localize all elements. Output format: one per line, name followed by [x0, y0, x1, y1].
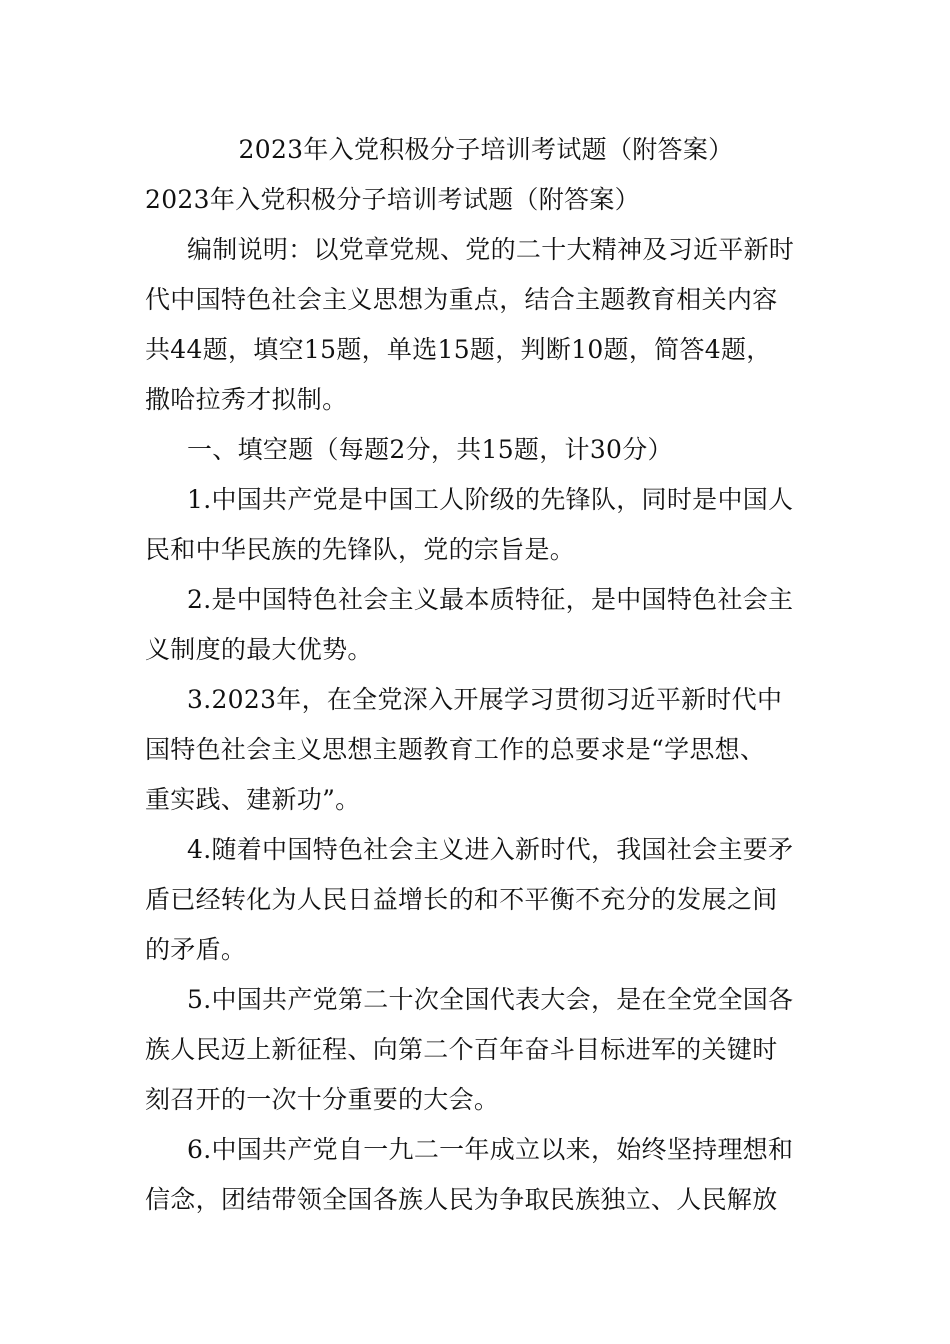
- question-4-line-3: 的矛盾。: [145, 935, 247, 964]
- question-4-line-1: 4.随着中国特色社会主义进入新时代，我国社会主要矛: [187, 835, 794, 864]
- question-2-line-1: 2.是中国特色社会主义最本质特征，是中国特色社会主: [187, 585, 794, 614]
- question-6-line-2: 信念，团结带领全国各族人民为争取民族独立、人民解放: [145, 1185, 778, 1214]
- question-1-line-2: 民和中华民族的先锋队，党的宗旨是。: [145, 535, 576, 564]
- question-3-line-1: 3.2023年，在全党深入开展学习贯彻习近平新时代中: [187, 685, 783, 714]
- intro-line-3: 共44题，填空15题，单选15题，判断10题，简答4题，: [145, 335, 772, 364]
- question-3-line-3: 重实践、建新功”。: [145, 785, 361, 814]
- document-title: 2023年入党积极分子培训考试题（附答案）: [238, 135, 734, 164]
- question-5-line-1: 5.中国共产党第二十次全国代表大会，是在全党全国各: [187, 985, 794, 1014]
- question-5-line-2: 族人民迈上新征程、向第二个百年奋斗目标进军的关键时: [145, 1035, 778, 1064]
- intro-line-2: 代中国特色社会主义思想为重点，结合主题教育相关内容: [145, 285, 778, 314]
- question-5-line-3: 刻召开的一次十分重要的大会。: [145, 1085, 500, 1114]
- intro-line-4: 撒哈拉秀才拟制。: [145, 385, 348, 414]
- question-6-line-1: 6.中国共产党自一九二一年成立以来，始终坚持理想和: [187, 1135, 794, 1164]
- intro-line-1: 编制说明：以党章党规、党的二十大精神及习近平新时: [187, 235, 795, 264]
- question-1-line-1: 1.中国共产党是中国工人阶级的先锋队，同时是中国人: [187, 485, 794, 514]
- section-heading: 一、填空题（每题2分，共15题，计30分）: [187, 435, 673, 464]
- question-3-line-2: 国特色社会主义思想主题教育工作的总要求是“学思想、: [145, 735, 766, 764]
- document-title-repeat: 2023年入党积极分子培训考试题（附答案）: [145, 185, 640, 214]
- question-2-line-2: 义制度的最大优势。: [145, 635, 373, 664]
- question-4-line-2: 盾已经转化为人民日益增长的和不平衡不充分的发展之间: [145, 885, 778, 914]
